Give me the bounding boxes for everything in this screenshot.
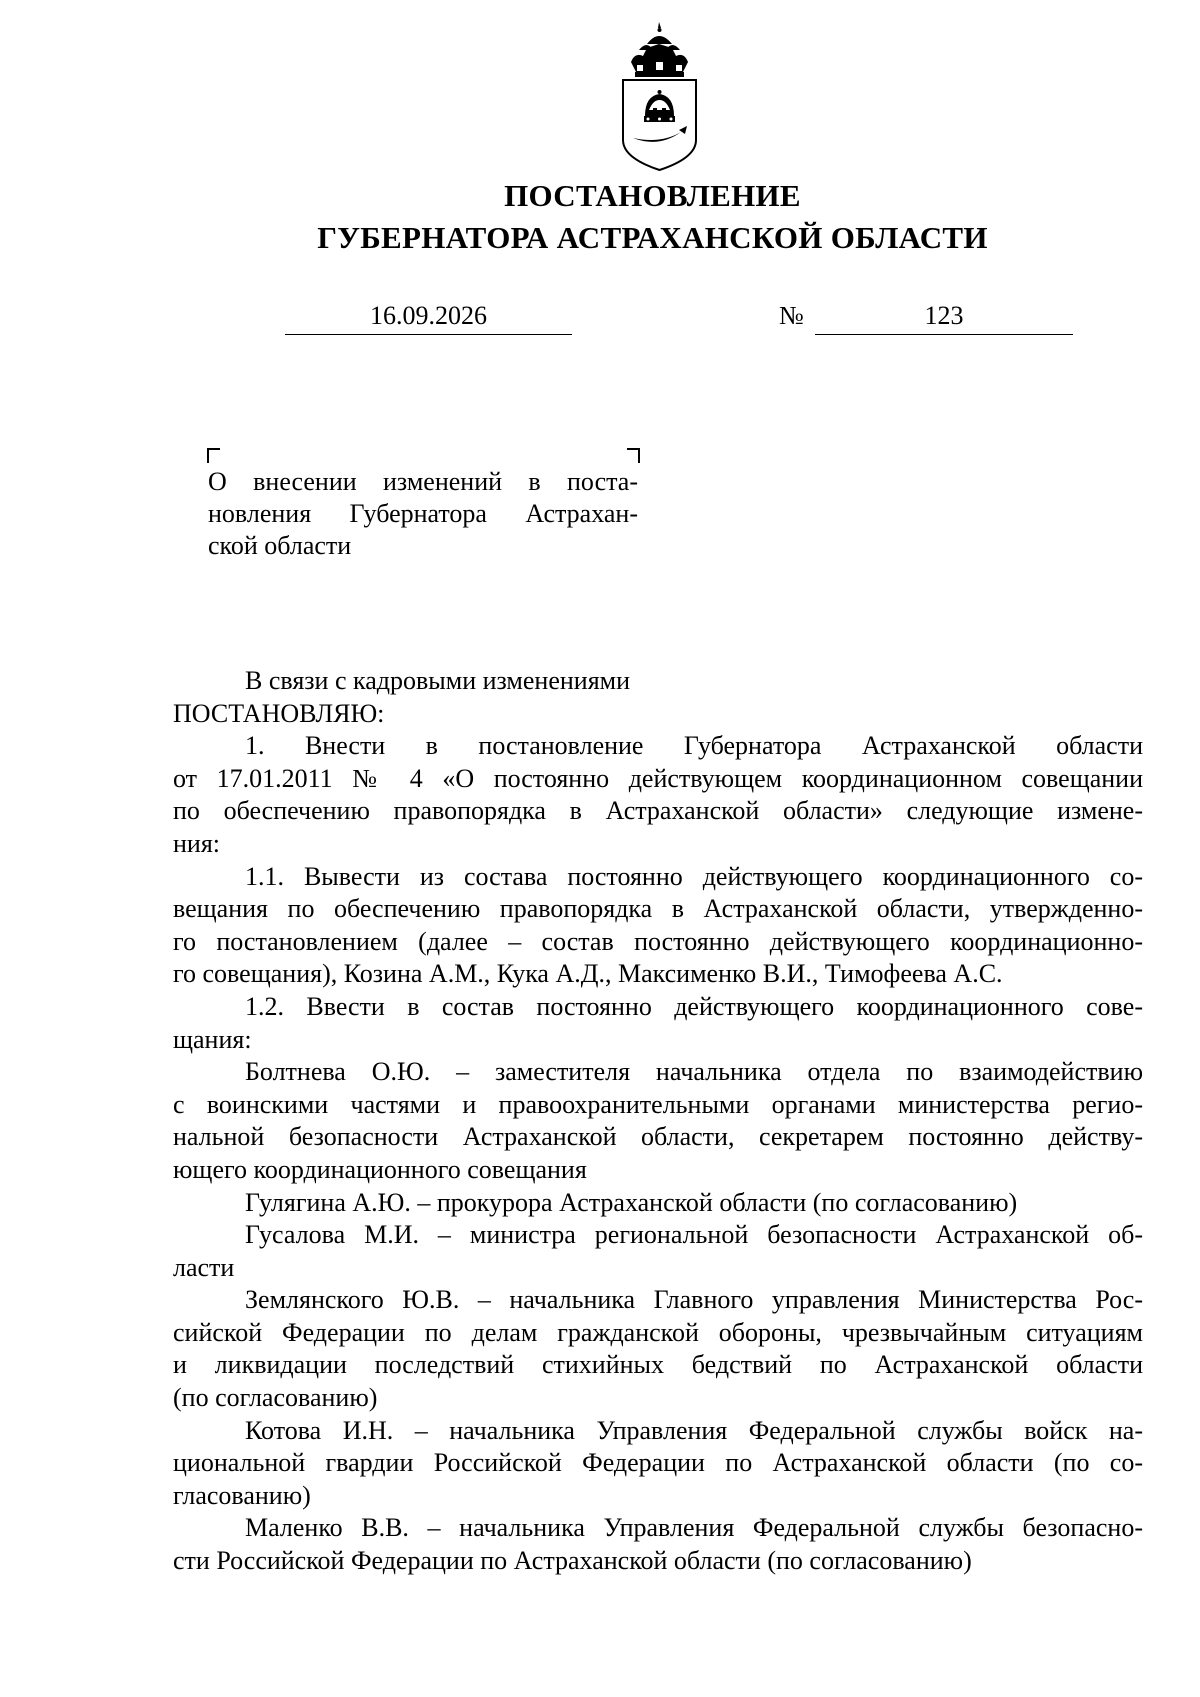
body-line: по обеспечению правопорядка в Астраханской области» следующие измене-	[173, 796, 1143, 826]
body-line: ласти	[173, 1252, 235, 1282]
body-line: В связи с кадровыми изменениями	[245, 666, 631, 695]
body-line: сийской Федерации по делам гражданской обороны, чрезвычайным ситуациям	[173, 1317, 1143, 1347]
body-line: 1. Внести в постановление Губернатора Астраханской области	[245, 731, 1143, 761]
document-date: 16.09.2026	[285, 300, 572, 335]
subject-line: О внесении изменений в поста-	[208, 467, 638, 496]
body-line: и ликвидации последствий стихийных бедствий по Астраханской области	[173, 1350, 1143, 1380]
body-line: го совещания), Козина А.М., Кука А.Д., Максименко В.И., Тимофеева А.С.	[173, 959, 1003, 989]
body-line: Болтнева О.Ю. – заместителя начальника отдела по взаимодействию	[245, 1057, 1143, 1087]
body-line: ющего координационного совещания	[173, 1154, 587, 1184]
body-line: го постановлением (далее – состав постоянно действующего координационно-	[173, 926, 1143, 956]
body-line: 1.1. Вывести из состава постоянно действующего координационного со-	[245, 861, 1143, 891]
body-line: Гусалова М.И. – министра региональной безопасности Астраханской об-	[245, 1220, 1143, 1250]
body-line: вещания по обеспечению правопорядка в Астраханской области, утвержденно-	[173, 894, 1143, 924]
subject-corner-mark-right	[627, 448, 640, 463]
subject-corner-mark-left	[207, 448, 220, 463]
subject-line: ской области	[208, 531, 352, 560]
body-line: Гулягина А.Ю. – прокурора Астраханской области (по согласованию)	[245, 1187, 1018, 1217]
body-line: Маленко В.В. – начальника Управления Федеральной службы безопасно-	[245, 1513, 1143, 1543]
body-line: ния:	[173, 828, 221, 858]
body-line: с воинскими частями и правоохранительными органами министерства регио-	[173, 1089, 1143, 1119]
body-line: Котова И.Н. – начальника Управления Федеральной службы войск на-	[245, 1415, 1143, 1445]
body-line: ПОСТАНОВЛЯЮ:	[173, 698, 385, 728]
coat-of-arms-emblem	[617, 20, 702, 172]
body-line: Землянского Ю.В. – начальника Главного управления Министерства Рос-	[245, 1285, 1143, 1315]
document-subject	[208, 466, 638, 562]
number-sign: №	[779, 301, 804, 330]
body-line: сти Российской Федерации по Астраханской области (по согласованию)	[173, 1546, 972, 1576]
body-line: циональной гвардии Российской Федерации по Астраханской области (по со-	[173, 1448, 1143, 1478]
body-line: (по согласованию)	[173, 1383, 378, 1413]
body-line: 1.2. Ввести в состав постоянно действующего координационного сове-	[245, 991, 1143, 1021]
document-title: ПОСТАНОВЛЕНИЕ	[504, 178, 801, 213]
document-body	[173, 665, 1143, 1578]
document-number: 123	[815, 300, 1073, 335]
subject-line: новления Губернатора Астрахан-	[208, 499, 638, 528]
body-line: от 17.01.2011 № 4 «О постоянно действующем координационном совещании	[173, 763, 1143, 793]
document-issuer: ГУБЕРНАТОРА АСТРАХАНСКОЙ ОБЛАСТИ	[317, 220, 988, 255]
body-line: гласованию)	[173, 1480, 311, 1510]
body-line: щания:	[173, 1024, 252, 1054]
body-line: нальной безопасности Астраханской области, секретарем постоянно действу-	[173, 1122, 1143, 1152]
